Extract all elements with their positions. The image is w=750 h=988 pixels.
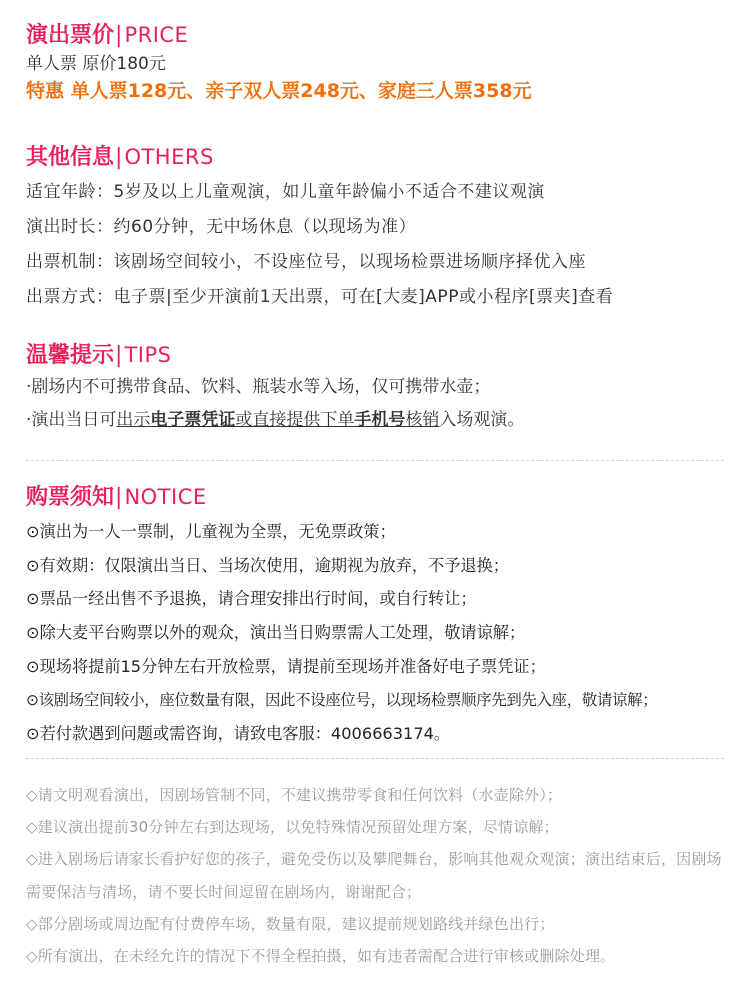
tips-section — [26, 338, 724, 437]
others-heading — [26, 140, 724, 171]
notice-item: ⊙现场将提前15分钟左右开放检票，请提前至现场并准备好电子票凭证； — [26, 656, 546, 676]
special-price: 特惠 单人票128元、亲子双人票248元、家庭三人票358元 — [26, 80, 532, 102]
notice-item: ⊙若付款遇到问题或需咨询，请致电客服：4006663174。 — [26, 724, 451, 744]
tip-item — [26, 404, 724, 437]
tip-text: 入场观演。 — [439, 410, 525, 430]
heading-separator: | — [115, 145, 123, 170]
info-duration: 演出时长：约60分钟，无中场休息（以现场为准） — [26, 217, 417, 237]
note-item: ◇建议演出提前30分钟左右到达现场，以免特殊情况预留处理方案，尽情谅解； — [26, 818, 559, 837]
heading-separator: | — [115, 23, 123, 48]
tip-item: ·剧场内不可携带食品、饮料、瓶装水等入场，仅可携带水壶； — [26, 377, 491, 397]
notice-item: ⊙有效期：仅限演出当日、当场次使用，逾期视为放弃，不予退换； — [26, 555, 509, 575]
note-item: ◇所有演出，在未经允许的情况下不得全程拍摄，如有违者需配合进行审核或删除处理。 — [26, 947, 616, 966]
price-section — [26, 18, 724, 105]
tip-text: ·演出当日可 — [26, 410, 117, 430]
info-seating: 出票机制：该剧场空间较小，不设座位号，以现场检票进场顺序择优入座 — [26, 252, 586, 272]
tips-title-cn: 温馨提示 — [26, 343, 115, 368]
others-title-cn: 其他信息 — [26, 145, 115, 170]
notice-section — [26, 480, 724, 751]
notice-heading — [26, 480, 724, 511]
notice-title-en: NOTICE — [124, 485, 207, 509]
notice-title-cn: 购票须知 — [26, 485, 115, 510]
original-price: 单人票 原价180元 — [26, 54, 166, 74]
heading-separator: | — [115, 343, 123, 368]
others-title-en: OTHERS — [124, 145, 214, 169]
heading-separator: | — [115, 485, 123, 510]
tip-text-underlined: 出示 — [116, 410, 151, 430]
note-item: ◇请文明观看演出，因剧场管制不同，不建议携带零食和任何饮料（水壶除外）； — [26, 786, 563, 804]
info-age: 适宜年龄：5岁及以上儿童观演，如儿童年龄偏小不适合不建议观演 — [26, 182, 545, 202]
tip-emphasis-e-ticket: 电子票凭证 — [150, 410, 236, 430]
note-item: ◇部分剧场或周边配有付费停车场，数量有限，建议提前规划路线并绿色出行； — [26, 914, 555, 933]
tip-emphasis-phone: 手机号 — [354, 410, 406, 430]
notice-item: ⊙演出为一人一票制，儿童视为全票，无免票政策； — [26, 522, 396, 541]
tips-title-en: TIPS — [124, 343, 172, 367]
section-divider — [26, 460, 724, 461]
notice-item: ⊙该剧场空间较小，座位数量有限，因此不设座位号，以现场检票顺序先到先入座，敬请谅解； — [26, 690, 658, 709]
tip-text-underlined: 核销 — [405, 410, 440, 430]
info-ticketing: 出票方式：电子票|至少开演前1天出票，可在[大麦]APP或小程序[票夹]查看 — [26, 287, 614, 307]
price-title-cn: 演出票价 — [26, 23, 115, 48]
notes-section — [26, 779, 724, 972]
price-title-en: PRICE — [124, 23, 189, 47]
notice-item: ⊙除大麦平台购票以外的观众，演出当日购票需人工处理，敬请谅解； — [26, 623, 526, 643]
notice-item: ⊙票品一经出售不予退换，请合理安排出行时间，或自行转让； — [26, 589, 477, 609]
note-item: ◇进入剧场后请家长看护好您的孩子，避免受伤以及攀爬舞台，影响其他观众观演；演出结束后，因剧场需要保洁与清场，请不要长时间逗留在剧场内，谢谢配合； — [26, 850, 722, 901]
price-heading — [26, 18, 724, 49]
tip-text-underlined: 或直接提供下单 — [235, 410, 355, 430]
section-divider — [26, 758, 724, 759]
others-section — [26, 140, 724, 315]
tips-heading — [26, 338, 724, 369]
